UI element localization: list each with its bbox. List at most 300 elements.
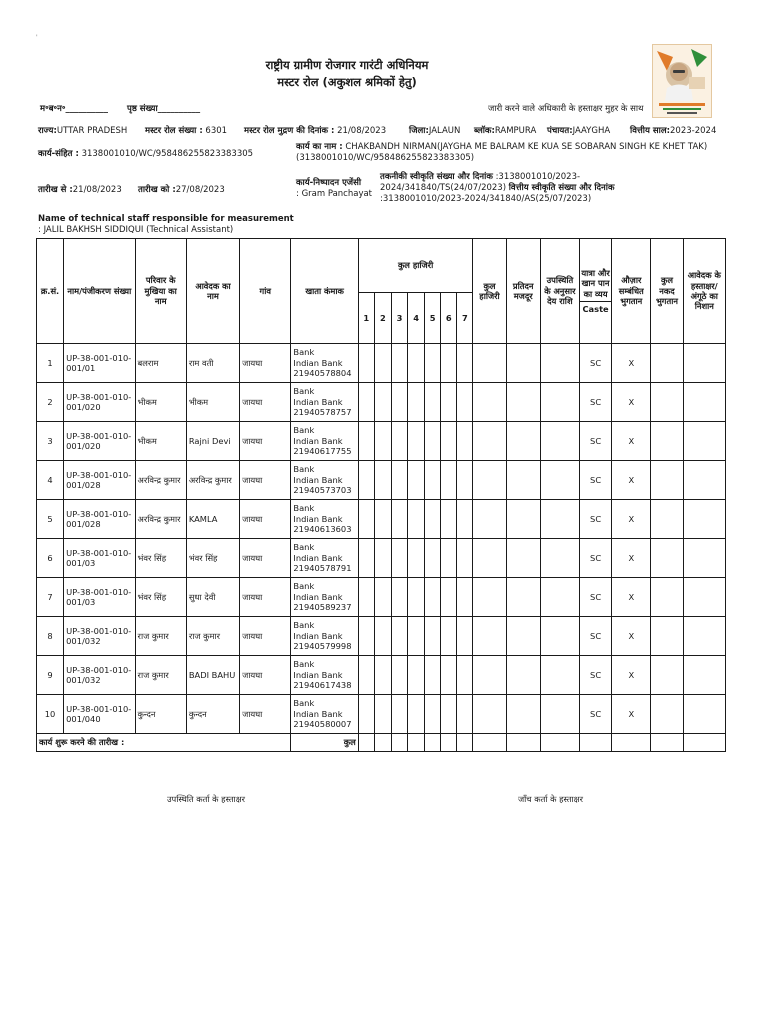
row-tools: X [612, 695, 651, 734]
account-bank: Bank [293, 542, 315, 553]
row-day-cell [358, 461, 374, 500]
account-account: 21940578791 [293, 563, 352, 574]
table-header-row [37, 239, 726, 293]
row-day-cell [441, 578, 457, 617]
row-village: जायघा [240, 461, 291, 500]
col-header-sr: क्र.सं. [37, 239, 64, 344]
row-day-cell [425, 500, 441, 539]
row-serial: 5 [37, 500, 64, 539]
row-cash [651, 656, 683, 695]
col-header-tools: औज़ार सम्बंधित भुगतान [612, 239, 651, 344]
col-header-attendance: कुल हाजिरी [358, 239, 473, 293]
district-field: जिला:JALAUN [409, 126, 461, 136]
row-applicant: राम वती [186, 344, 239, 383]
col-header-total-attendance: कुल हाजिरी [473, 239, 506, 344]
work-start-date-label: कार्य शुरू करने की तारीख : [37, 734, 291, 752]
row-registration: UP-38-001-010-001/020 [64, 422, 135, 461]
document-title: राष्ट्रीय ग्रामीण रोजगार गारंटी अधिनियम [265, 58, 429, 72]
footer-cell [408, 734, 425, 752]
row-serial: 9 [37, 656, 64, 695]
row-total-attendance [473, 383, 506, 422]
row-village: जायघा [240, 383, 291, 422]
row-caste: SC [580, 656, 612, 695]
row-day-cell [457, 656, 473, 695]
row-caste: SC [580, 539, 612, 578]
row-total-attendance [473, 539, 506, 578]
account-account: 21940613603 [293, 524, 352, 535]
row-family-head: कुन्दन [135, 695, 186, 734]
row-serial: 4 [37, 461, 64, 500]
footer-cell [425, 734, 441, 752]
row-day-cell [374, 344, 391, 383]
row-day-cell [374, 539, 391, 578]
row-tools: X [612, 578, 651, 617]
agency-field: कार्य-निष्पादन एजेंसी : Gram Panchayat [296, 178, 373, 199]
row-day-cell [425, 656, 441, 695]
account-bank-name: Indian Bank [293, 513, 343, 524]
row-serial: 1 [37, 344, 64, 383]
financial-year-field: वित्तीय साल:2023-2024 [630, 126, 717, 136]
row-day-cell [408, 656, 425, 695]
row-tools: X [612, 656, 651, 695]
row-day-cell [374, 578, 391, 617]
row-daily-wage [506, 461, 540, 500]
col-header-village: गांव [240, 239, 291, 344]
row-registration: UP-38-001-010-001/03 [64, 578, 135, 617]
row-daily-wage [506, 344, 540, 383]
account-bank-name: Indian Bank [293, 435, 343, 446]
row-day-cell [441, 656, 457, 695]
row-day-cell [391, 461, 407, 500]
account-account: 21940617755 [293, 446, 352, 457]
row-day-cell [441, 617, 457, 656]
col-header-account: खाता कंमाक [291, 239, 358, 344]
row-daily-wage [506, 578, 540, 617]
row-total-attendance [473, 500, 506, 539]
col-header-family-head: परिवार के मुखिया का नाम [135, 239, 186, 344]
roll-number-field: मस्टर रोल संख्या : 6301 [145, 126, 228, 136]
row-signature [683, 422, 725, 461]
row-signature [683, 656, 725, 695]
row-account [291, 461, 358, 500]
row-account [291, 383, 358, 422]
row-total-attendance [473, 578, 506, 617]
row-day-cell [408, 500, 425, 539]
row-family-head: भंवर सिंह [135, 578, 186, 617]
row-serial: 2 [37, 383, 64, 422]
row-daily-wage [506, 539, 540, 578]
row-account [291, 695, 358, 734]
row-signature [683, 617, 725, 656]
footer-cell [612, 734, 651, 752]
col-header-day: 6 [441, 293, 457, 344]
row-total-attendance [473, 422, 506, 461]
row-day-cell [374, 383, 391, 422]
footer-cell [540, 734, 579, 752]
row-day-cell [374, 422, 391, 461]
row-day-cell [391, 656, 407, 695]
table-row [37, 656, 726, 695]
footer-cell [473, 734, 506, 752]
row-family-head: राज कुमार [135, 617, 186, 656]
table-row [37, 344, 726, 383]
row-cash [651, 461, 683, 500]
row-day-cell [374, 617, 391, 656]
print-date-field: मस्टर रोल मुद्रण की दिनांक : 21/08/2023 [244, 126, 387, 136]
travel-label: यात्रा और खान पान का व्यय [581, 267, 610, 299]
row-payable [540, 383, 579, 422]
row-day-cell [457, 617, 473, 656]
row-family-head: अरविन्द्र कुमार [135, 461, 186, 500]
row-applicant: सुधा देवी [186, 578, 239, 617]
row-registration: UP-38-001-010-001/032 [64, 617, 135, 656]
row-day-cell [441, 695, 457, 734]
row-registration: UP-38-001-010-001/03 [64, 539, 135, 578]
row-day-cell [457, 383, 473, 422]
row-tools: X [612, 383, 651, 422]
row-day-cell [441, 500, 457, 539]
row-family-head: भंवर सिंह [135, 539, 186, 578]
account-bank: Bank [293, 698, 315, 709]
row-applicant: भंवर सिंह [186, 539, 239, 578]
muster-roll-table [36, 238, 726, 752]
row-payable [540, 500, 579, 539]
row-daily-wage [506, 617, 540, 656]
row-tools: X [612, 539, 651, 578]
col-header-daily-wage: प्रतिदन मजदूर [506, 239, 540, 344]
work-name-field: कार्य का नाम : CHAKBANDH NIRMAN(JAYGHA ME BALRAM KE KUA SE SOBARAN SINGH KE KHET TAK)(3138001010/WC/958486255823383305) [296, 142, 708, 163]
table-row [37, 695, 726, 734]
account-bank: Bank [293, 503, 315, 514]
caste-label: Caste [580, 301, 611, 316]
row-day-cell [358, 383, 374, 422]
row-registration: UP-38-001-010-001/040 [64, 695, 135, 734]
row-family-head: भीकम [135, 422, 186, 461]
technical-staff-field: Name of technical staff responsible for measurement : JALIL BAKHSH SIDDIQUI (Technical Assistant) [38, 214, 294, 235]
row-day-cell [408, 344, 425, 383]
footer-cell [651, 734, 683, 752]
row-caste: SC [580, 461, 612, 500]
row-day-cell [425, 695, 441, 734]
row-serial: 6 [37, 539, 64, 578]
row-applicant: राज कुमार [186, 617, 239, 656]
account-account: 21940589237 [293, 602, 352, 613]
row-day-cell [358, 656, 374, 695]
row-applicant: Rajni Devi [186, 422, 239, 461]
row-signature [683, 578, 725, 617]
row-day-cell [391, 422, 407, 461]
row-family-head: अरविन्द्र कुमार [135, 500, 186, 539]
row-serial: 7 [37, 578, 64, 617]
row-day-cell [358, 578, 374, 617]
account-bank-name: Indian Bank [293, 708, 343, 719]
row-account [291, 656, 358, 695]
row-day-cell [457, 422, 473, 461]
row-signature [683, 344, 725, 383]
table-footer-row [37, 734, 726, 752]
row-payable [540, 461, 579, 500]
issuer-signature-note: जारी करने वाले अधिकारी के हस्ताक्षर मुहर के साथ [488, 104, 644, 114]
row-applicant: अरविन्द्र कुमार [186, 461, 239, 500]
row-day-cell [358, 422, 374, 461]
account-bank-name: Indian Bank [293, 474, 343, 485]
col-header-day: 5 [425, 293, 441, 344]
row-day-cell [374, 500, 391, 539]
row-daily-wage [506, 500, 540, 539]
row-payable [540, 695, 579, 734]
row-day-cell [425, 344, 441, 383]
row-account [291, 344, 358, 383]
row-day-cell [457, 344, 473, 383]
row-day-cell [457, 500, 473, 539]
row-registration: UP-38-001-010-001/028 [64, 500, 135, 539]
row-tools: X [612, 500, 651, 539]
panchayat-field: पंचायत:JAAYGHA [547, 126, 611, 136]
row-signature [683, 695, 725, 734]
row-cash [651, 695, 683, 734]
row-day-cell [408, 383, 425, 422]
row-payable [540, 617, 579, 656]
row-payable [540, 422, 579, 461]
row-village: जायघा [240, 578, 291, 617]
row-day-cell [441, 539, 457, 578]
row-village: जायघा [240, 695, 291, 734]
row-caste: SC [580, 578, 612, 617]
row-daily-wage [506, 695, 540, 734]
row-village: जायघा [240, 500, 291, 539]
row-daily-wage [506, 422, 540, 461]
row-day-cell [457, 695, 473, 734]
account-bank: Bank [293, 347, 315, 358]
row-day-cell [374, 461, 391, 500]
account-bank-name: Indian Bank [293, 669, 343, 680]
row-registration: UP-38-001-010-001/028 [64, 461, 135, 500]
row-signature [683, 500, 725, 539]
row-day-cell [408, 617, 425, 656]
account-bank-name: Indian Bank [293, 591, 343, 602]
footer-cell [580, 734, 612, 752]
row-applicant: कुन्दन [186, 695, 239, 734]
row-tools: X [612, 344, 651, 383]
row-caste: SC [580, 344, 612, 383]
row-account [291, 539, 358, 578]
footer-cell [441, 734, 457, 752]
row-account [291, 422, 358, 461]
row-day-cell [391, 695, 407, 734]
row-signature [683, 383, 725, 422]
row-applicant: BADI BAHU [186, 656, 239, 695]
row-account [291, 578, 358, 617]
table-row [37, 539, 726, 578]
row-cash [651, 500, 683, 539]
row-day-cell [425, 578, 441, 617]
document-subtitle: मस्टर रोल (अकुशल श्रमिकों हेतु) [277, 75, 417, 89]
row-day-cell [374, 656, 391, 695]
row-total-attendance [473, 344, 506, 383]
table-row [37, 422, 726, 461]
row-total-attendance [473, 695, 506, 734]
row-serial: 8 [37, 617, 64, 656]
footer-cell [374, 734, 391, 752]
row-account [291, 500, 358, 539]
row-day-cell [391, 344, 407, 383]
col-header-day: 2 [374, 293, 391, 344]
row-day-cell [391, 578, 407, 617]
account-bank-name: Indian Bank [293, 396, 343, 407]
row-day-cell [358, 539, 374, 578]
state-field: राज्य:UTTAR PRADESH [38, 126, 128, 136]
row-total-attendance [473, 656, 506, 695]
row-day-cell [408, 578, 425, 617]
col-header-cash: कुल नकद भुगतान [651, 239, 683, 344]
row-tools: X [612, 617, 651, 656]
col-header-day: 4 [408, 293, 425, 344]
table-row [37, 383, 726, 422]
row-cash [651, 578, 683, 617]
page-number-label: पृष्ठ संख्या__________ [127, 104, 201, 114]
row-applicant: भीकम [186, 383, 239, 422]
row-total-attendance [473, 461, 506, 500]
col-header-registration: नाम/पंजीकरण संख्या [64, 239, 135, 344]
table-row [37, 500, 726, 539]
row-day-cell [425, 383, 441, 422]
account-account: 21940578804 [293, 368, 352, 379]
col-header-day: 7 [457, 293, 473, 344]
row-tools: X [612, 461, 651, 500]
row-registration: UP-38-001-010-001/032 [64, 656, 135, 695]
account-account: 21940578757 [293, 407, 352, 418]
corner-mark: ' [36, 34, 38, 41]
col-header-day: 1 [358, 293, 374, 344]
row-cash [651, 383, 683, 422]
account-bank: Bank [293, 581, 315, 592]
row-cash [651, 422, 683, 461]
footer-cell [683, 734, 725, 752]
row-applicant: KAMLA [186, 500, 239, 539]
row-payable [540, 539, 579, 578]
account-bank: Bank [293, 425, 315, 436]
row-payable [540, 656, 579, 695]
row-serial: 10 [37, 695, 64, 734]
row-cash [651, 344, 683, 383]
block-field: ब्लॉक:RAMPURA [474, 126, 537, 136]
row-day-cell [441, 344, 457, 383]
account-account: 21940617438 [293, 680, 352, 691]
table-row [37, 578, 726, 617]
attendance-taker-signature: उपस्थिति कर्ता के हस्ताक्षर [167, 794, 246, 804]
row-day-cell [374, 695, 391, 734]
row-village: जायघा [240, 617, 291, 656]
account-bank-name: Indian Bank [293, 552, 343, 563]
col-header-travel-caste [580, 239, 612, 344]
row-family-head: बलराम [135, 344, 186, 383]
row-caste: SC [580, 500, 612, 539]
date-from-field: तारीख से :21/08/2023 [38, 185, 122, 195]
col-header-signature: आवेदक के हस्ताक्षर/ अंगूठे का निशान [683, 239, 725, 344]
row-day-cell [441, 383, 457, 422]
row-day-cell [391, 500, 407, 539]
row-day-cell [391, 617, 407, 656]
account-account: 21940573703 [293, 485, 352, 496]
row-day-cell [408, 695, 425, 734]
footer-cell [358, 734, 374, 752]
row-day-cell [425, 461, 441, 500]
row-signature [683, 539, 725, 578]
row-registration: UP-38-001-010-001/01 [64, 344, 135, 383]
account-bank-name: Indian Bank [293, 630, 343, 641]
row-serial: 3 [37, 422, 64, 461]
footer-cell [457, 734, 473, 752]
row-day-cell [408, 461, 425, 500]
row-caste: SC [580, 617, 612, 656]
row-caste: SC [580, 383, 612, 422]
footer-cell [391, 734, 407, 752]
mr-number-label: म॰ब॰न॰__________ [40, 104, 109, 114]
row-day-cell [408, 539, 425, 578]
row-cash [651, 539, 683, 578]
col-header-day: 3 [391, 293, 407, 344]
row-day-cell [425, 539, 441, 578]
row-village: जायघा [240, 344, 291, 383]
row-registration: UP-38-001-010-001/020 [64, 383, 135, 422]
account-bank: Bank [293, 659, 315, 670]
row-family-head: भीकम [135, 383, 186, 422]
row-day-cell [457, 461, 473, 500]
row-family-head: राज कुमार [135, 656, 186, 695]
account-bank: Bank [293, 386, 315, 397]
row-day-cell [358, 617, 374, 656]
row-cash [651, 617, 683, 656]
row-tools: X [612, 422, 651, 461]
mgnrega-logo [652, 44, 712, 118]
total-label: कुल [291, 734, 358, 752]
footer-cell [506, 734, 540, 752]
col-header-payable: उपस्थिति के अनुसार देय राशि [540, 239, 579, 344]
row-account [291, 617, 358, 656]
account-bank: Bank [293, 620, 315, 631]
row-day-cell [391, 539, 407, 578]
account-account: 21940580007 [293, 719, 352, 730]
row-payable [540, 578, 579, 617]
row-day-cell [425, 422, 441, 461]
row-caste: SC [580, 695, 612, 734]
account-bank: Bank [293, 464, 315, 475]
row-day-cell [358, 344, 374, 383]
row-day-cell [441, 461, 457, 500]
row-village: जायघा [240, 422, 291, 461]
row-day-cell [408, 422, 425, 461]
table-row [37, 461, 726, 500]
account-bank-name: Indian Bank [293, 357, 343, 368]
date-to-field: तारीख को :27/08/2023 [138, 185, 225, 195]
row-payable [540, 344, 579, 383]
work-code-field: कार्य-संहित : 3138001010/WC/958486255823383305 [38, 149, 254, 159]
row-village: जायघा [240, 539, 291, 578]
row-caste: SC [580, 422, 612, 461]
row-total-attendance [473, 617, 506, 656]
sanction-field: तकनीकी स्वीकृति संख्या और दिनांक :3138001010/2023-2024/341840/TS(24/07/2023) वित्तीय स्वीकृति संख्या और दिनांक :3138001010/2023-2024/341840/AS(25/07/2023) [380, 172, 615, 204]
row-signature [683, 461, 725, 500]
row-day-cell [425, 617, 441, 656]
row-village: जायघा [240, 656, 291, 695]
row-day-cell [457, 539, 473, 578]
row-day-cell [441, 422, 457, 461]
col-header-applicant: आवेदक का नाम [186, 239, 239, 344]
row-day-cell [391, 383, 407, 422]
row-day-cell [457, 578, 473, 617]
row-day-cell [358, 695, 374, 734]
row-daily-wage [506, 383, 540, 422]
